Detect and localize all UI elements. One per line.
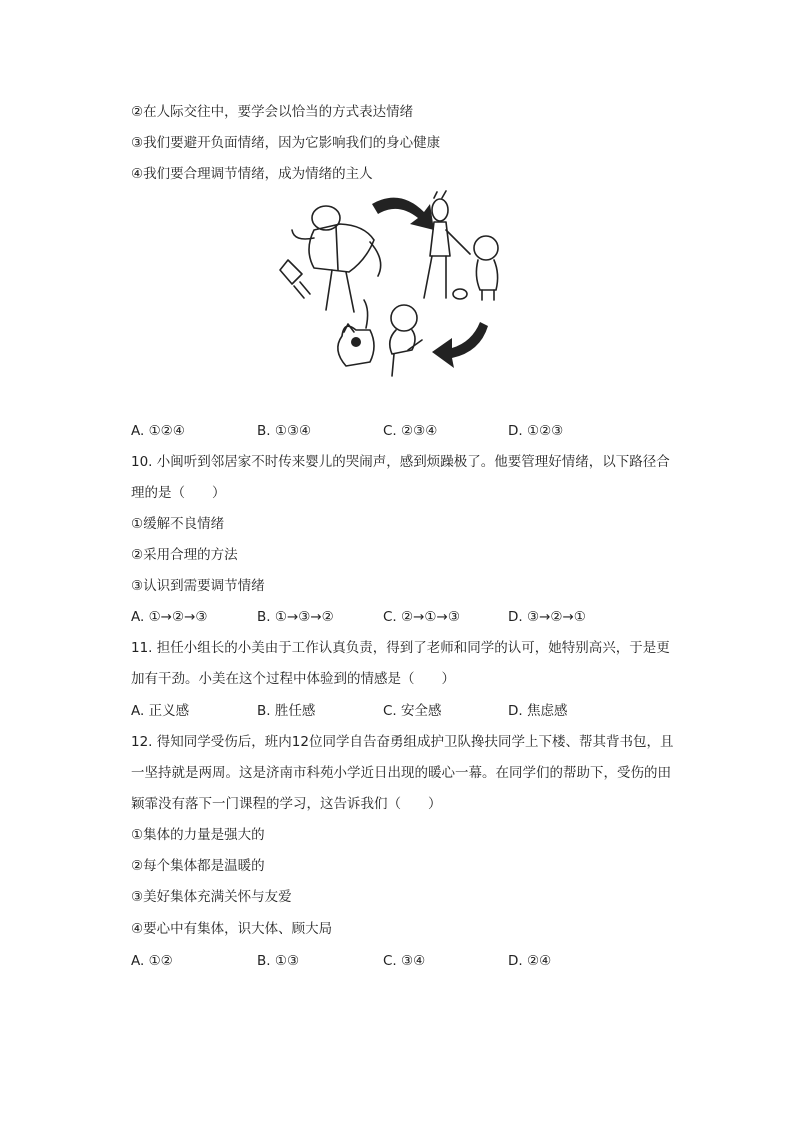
q10-stem-line-1: 10. 小闽听到邻居家不时传来婴儿的哭闹声，感到烦躁极了。他要管理好情绪，以下路径合 (131, 454, 670, 470)
option-b[interactable]: B. ①→③→② (257, 609, 334, 625)
option-d[interactable]: D. 焦虑感 (508, 703, 568, 719)
q12-statement-3: ③美好集体充满关怀与友爱 (131, 889, 292, 905)
option-d[interactable]: D. ②④ (508, 953, 552, 969)
option-c[interactable]: C. ②③④ (383, 423, 438, 439)
q9-options (131, 422, 671, 440)
q10-statement-2: ②采用合理的方法 (131, 547, 238, 563)
option-b[interactable]: B. 胜任感 (257, 703, 316, 719)
q10-statement-3: ③认识到需要调节情绪 (131, 578, 265, 594)
q10-statement-1: ①缓解不良情绪 (131, 516, 225, 532)
q12-stem-line-1: 12. 得知同学受伤后，班内12位同学自告奋勇组成护卫队搀扶同学上下楼、帮其背书包，且 (131, 734, 674, 750)
q12-stem-line-3: 颖霏没有落下一门课程的学习，这告诉我们（ ） (131, 796, 442, 812)
emotion-cycle-cartoon (274, 190, 514, 386)
q12-options (131, 952, 671, 970)
option-a[interactable]: A. 正义感 (131, 703, 190, 719)
option-c[interactable]: C. ②→①→③ (383, 609, 460, 625)
option-c[interactable]: C. ③④ (383, 953, 426, 969)
q12-statement-2: ②每个集体都是温暖的 (131, 858, 265, 874)
q10-stem-line-2: 理的是（ ） (131, 485, 226, 501)
option-a[interactable]: A. ①②④ (131, 423, 185, 439)
option-a[interactable]: A. ①→②→③ (131, 609, 208, 625)
option-d[interactable]: D. ①②③ (508, 423, 564, 439)
q11-options (131, 702, 671, 720)
option-c[interactable]: C. 安全感 (383, 703, 442, 719)
q9-statement-4: ④我们要合理调节情绪，成为情绪的主人 (131, 166, 373, 182)
option-a[interactable]: A. ①② (131, 953, 173, 969)
option-d[interactable]: D. ③→②→① (508, 609, 586, 625)
option-b[interactable]: B. ①③④ (257, 423, 312, 439)
q9-statement-2: ②在人际交往中，要学会以恰当的方式表达情绪 (131, 104, 414, 120)
q11-stem-line-1: 11. 担任小组长的小美由于工作认真负责，得到了老师和同学的认可，她特别高兴，于是更 (131, 640, 670, 656)
q12-stem-line-2: 一坚持就是两周。这是济南市科苑小学近日出现的暖心一幕。在同学们的帮助下，受伤的田 (131, 765, 671, 781)
q12-statement-4: ④要心中有集体，识大体、顾大局 (131, 921, 333, 937)
q9-statement-3: ③我们要避开负面情绪，因为它影响我们的身心健康 (131, 135, 441, 151)
q10-options (131, 608, 671, 626)
option-b[interactable]: B. ①③ (257, 953, 300, 969)
q12-statement-1: ①集体的力量是强大的 (131, 827, 265, 843)
q11-stem-line-2: 加有干劲。小美在这个过程中体验到的情感是（ ） (131, 671, 455, 687)
